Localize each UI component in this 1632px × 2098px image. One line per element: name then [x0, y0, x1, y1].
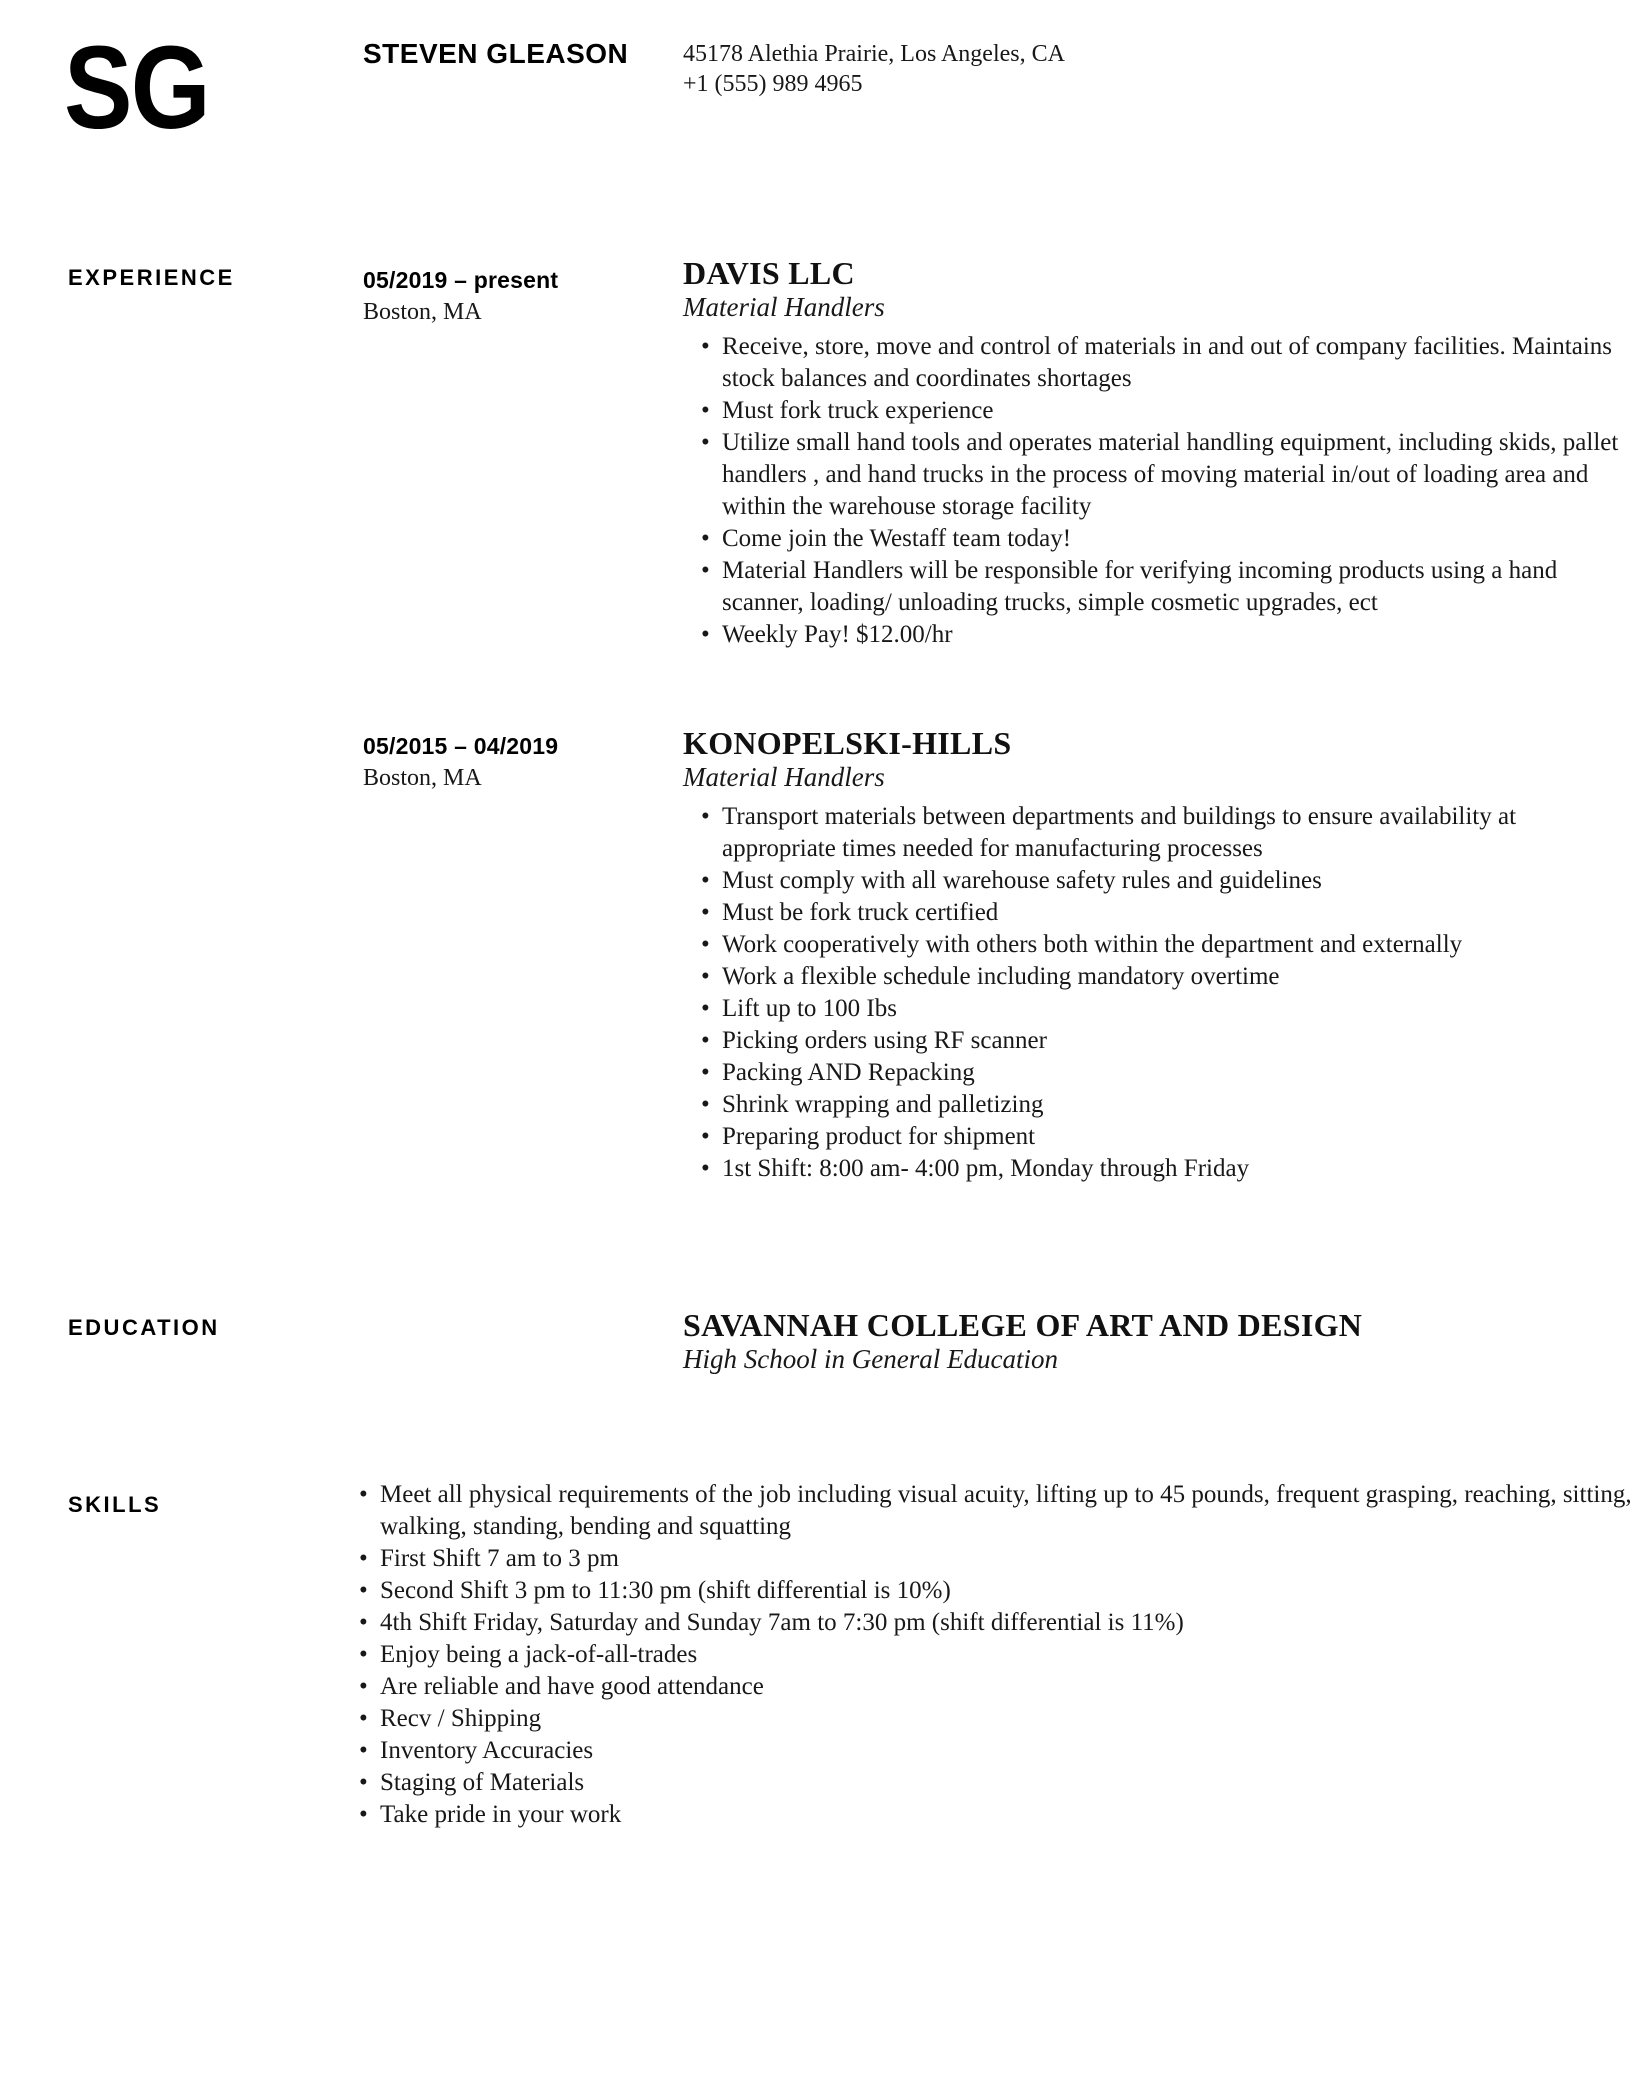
- experience-1-role: Material Handlers: [683, 292, 885, 322]
- bullet-item: • 1st Shift: 8:00 am- 4:00 pm, Monday through Friday: [722, 1153, 1632, 1185]
- bullet-item: • Transport materials between departments and buildings to ensure availability at appropriate times needed for manufacturing processes: [722, 801, 1632, 865]
- bullet-item: • Lift up to 100 Ibs: [722, 993, 1632, 1025]
- skill-item: • First Shift 7 am to 3 pm: [380, 1543, 1632, 1575]
- skills-list: [341, 1479, 1632, 1831]
- experience-1-location: Boston, MA: [363, 299, 482, 325]
- skill-item: • Enjoy being a jack-of-all-trades: [380, 1639, 1632, 1671]
- contact-info: [683, 39, 1065, 99]
- skill-item: • 4th Shift Friday, Saturday and Sunday 7am to 7:30 pm (shift differential is 11%): [380, 1607, 1632, 1639]
- person-name: STEVEN GLEASON: [363, 38, 629, 69]
- section-label-education: EDUCATION: [68, 1315, 220, 1340]
- experience-2-location: Boston, MA: [363, 765, 482, 791]
- skill-item: • Take pride in your work: [380, 1799, 1632, 1831]
- bullet-item: • Utilize small hand tools and operates material handling equipment, including skids, pallet handlers , and hand trucks in the process of moving material in/out of loading area and within the warehouse storage facility: [722, 427, 1632, 523]
- bullet-item: • Weekly Pay! $12.00/hr: [722, 619, 1632, 651]
- bullet-item: • Must fork truck experience: [722, 395, 1632, 427]
- monogram: SG: [64, 22, 209, 154]
- experience-1-entry: [683, 255, 1632, 651]
- education-school: SAVANNAH COLLEGE OF ART AND DESIGN: [683, 1307, 1363, 1343]
- skill-item: • Are reliable and have good attendance: [380, 1671, 1632, 1703]
- bullet-item: • Come join the Westaff team today!: [722, 523, 1632, 555]
- experience-1-company: DAVIS LLC: [683, 255, 855, 291]
- bullet-item: • Picking orders using RF scanner: [722, 1025, 1632, 1057]
- bullet-item: • Receive, store, move and control of materials in and out of company facilities. Maintains stock balances and coordinates shortages: [722, 331, 1632, 395]
- experience-2-role: Material Handlers: [683, 762, 885, 792]
- experience-1-bullet-list: [683, 331, 1632, 651]
- bullet-item: • Preparing product for shipment: [722, 1121, 1632, 1153]
- bullet-item: • Work a flexible schedule including mandatory overtime: [722, 961, 1632, 993]
- section-label-experience: EXPERIENCE: [68, 265, 235, 290]
- skill-item: • Meet all physical requirements of the job including visual acuity, lifting up to 45 pounds, frequent grasping, reaching, sitting, walking, standing, bending and squatting: [380, 1479, 1632, 1543]
- contact-phone: +1 (555) 989 4965: [683, 71, 863, 97]
- skill-item: • Second Shift 3 pm to 11:30 pm (shift differential is 10%): [380, 1575, 1632, 1607]
- bullet-item: • Shrink wrapping and palletizing: [722, 1089, 1632, 1121]
- skill-item: • Inventory Accuracies: [380, 1735, 1632, 1767]
- section-label-skills: SKILLS: [68, 1492, 162, 1517]
- bullet-item: • Must be fork truck certified: [722, 897, 1632, 929]
- experience-2-company: KONOPELSKI-HILLS: [683, 725, 1012, 761]
- bullet-item: • Packing AND Repacking: [722, 1057, 1632, 1089]
- experience-1-dates: 05/2019 – present: [363, 267, 559, 293]
- bullet-item: • Must comply with all warehouse safety rules and guidelines: [722, 865, 1632, 897]
- experience-1-daterow: [363, 264, 558, 329]
- education-entry: [683, 1307, 1632, 1375]
- skill-item: • Recv / Shipping: [380, 1703, 1632, 1735]
- bullet-item: • Work cooperatively with others both within the department and externally: [722, 929, 1632, 961]
- skill-item: • Staging of Materials: [380, 1767, 1632, 1799]
- experience-2-bullet-list: [683, 801, 1632, 1185]
- bullet-item: • Material Handlers will be responsible for verifying incoming products using a hand scanner, loading/ unloading trucks, simple cosmetic upgrades, ect: [722, 555, 1632, 619]
- experience-2-entry: [683, 725, 1632, 1185]
- experience-2-daterow: [363, 730, 558, 795]
- education-degree: High School in General Education: [683, 1344, 1058, 1374]
- contact-address: 45178 Alethia Prairie, Los Angeles, CA: [683, 41, 1065, 67]
- experience-2-dates: 05/2015 – 04/2019: [363, 733, 559, 759]
